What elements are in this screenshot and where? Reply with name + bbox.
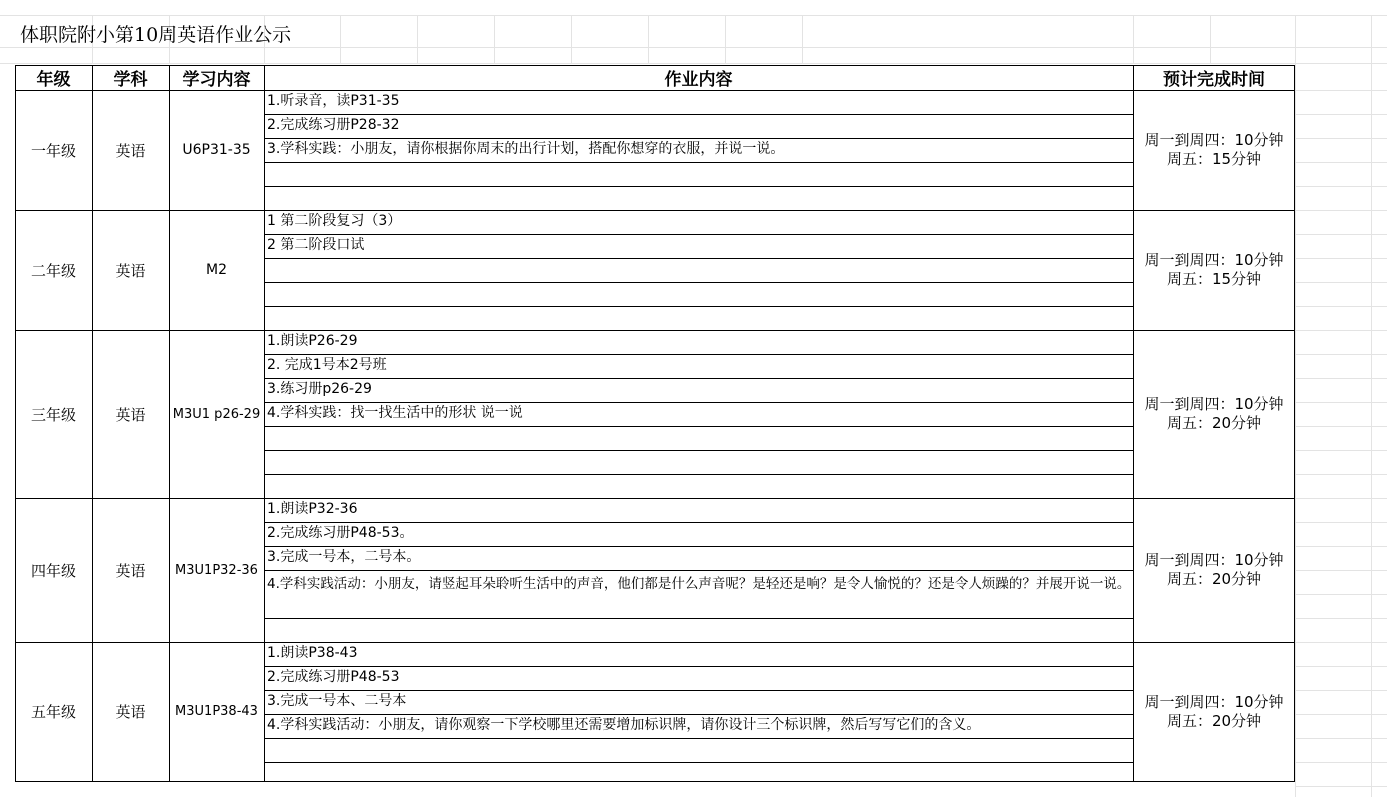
homework-cell xyxy=(264,642,1133,781)
homework-line[interactable]: 4.学科实践活动：小朋友，请竖起耳朵聆听生活中的声音，他们都是什么声音呢？是轻还是响？是令人愉悦的？还是令人烦躁的？并展开说一说。 xyxy=(267,576,1131,592)
homework-line[interactable]: 1.朗读P32-36 xyxy=(267,501,358,517)
homework-line[interactable]: 4.学科实践活动：小朋友，请你观察一下学校哪里还需要增加标识牌，请你设计三个标识牌，然后写写它们的含义。 xyxy=(267,717,981,733)
homework-line[interactable]: 1.听录音，读P31-35 xyxy=(267,93,400,109)
homework-line[interactable]: 3.完成一号本、二号本 xyxy=(267,693,407,709)
homework-line[interactable]: 3.完成一号本，二号本。 xyxy=(267,549,421,565)
time-friday: 周五：20分钟 xyxy=(1166,570,1262,588)
homework-line[interactable] xyxy=(264,763,1133,780)
estimated-time-cell[interactable] xyxy=(1133,498,1295,642)
time-weekday: 周一到周四：10分钟 xyxy=(1144,395,1284,413)
grade-cell[interactable]: 五年级 xyxy=(30,703,76,721)
sheet-title[interactable]: 体职院附小第10周英语作业公示 xyxy=(20,24,292,46)
time-weekday: 周一到周四：10分钟 xyxy=(1144,131,1284,149)
homework-line[interactable]: 2.完成练习册P48-53。 xyxy=(267,525,414,541)
time-friday: 周五：20分钟 xyxy=(1166,711,1262,730)
homework-cell xyxy=(264,330,1133,498)
header-homework-content[interactable]: 作业内容 xyxy=(664,70,733,90)
homework-cell xyxy=(264,210,1133,330)
header-grade[interactable]: 年级 xyxy=(36,70,71,90)
homework-line[interactable]: 1.朗读P26-29 xyxy=(267,333,358,349)
grade-cell[interactable]: 四年级 xyxy=(30,561,76,580)
homework-table xyxy=(15,65,1295,782)
grade-cell[interactable]: 三年级 xyxy=(30,405,76,424)
time-weekday: 周一到周四：10分钟 xyxy=(1144,251,1284,269)
header-subject[interactable]: 学科 xyxy=(113,70,148,90)
homework-line[interactable]: 1.朗读P38-43 xyxy=(267,645,358,661)
time-friday: 周五：15分钟 xyxy=(1166,270,1262,288)
time-weekday: 周一到周四：10分钟 xyxy=(1144,692,1284,711)
study-content-cell[interactable]: M3U1P32-36 xyxy=(175,562,258,578)
estimated-time-cell[interactable] xyxy=(1133,210,1295,330)
homework-line[interactable]: 4.学科实践：找一找生活中的形状 说一说 xyxy=(267,405,523,421)
subject-cell[interactable]: 英语 xyxy=(115,405,146,424)
estimated-time-cell[interactable] xyxy=(1133,642,1295,781)
header-estimated-time[interactable]: 预计完成时间 xyxy=(1163,70,1265,90)
subject-cell[interactable]: 英语 xyxy=(115,561,146,580)
homework-line[interactable]: 3.学科实践：小朋友，请你根据你周末的出行计划，搭配你想穿的衣服，并说一说。 xyxy=(267,141,785,157)
homework-line[interactable]: 2.完成练习册P28-32 xyxy=(267,117,400,133)
header-study-content[interactable]: 学习内容 xyxy=(182,70,251,90)
time-weekday: 周一到周四：10分钟 xyxy=(1144,551,1284,569)
study-content-cell[interactable]: M3U1 p26-29 xyxy=(172,406,261,422)
homework-cell xyxy=(264,90,1133,210)
study-content-cell[interactable]: U6P31-35 xyxy=(182,142,251,158)
subject-cell[interactable]: 英语 xyxy=(115,703,146,721)
subject-cell[interactable]: 英语 xyxy=(115,261,146,280)
estimated-time-cell[interactable] xyxy=(1133,90,1295,210)
grade-cell[interactable]: 一年级 xyxy=(30,141,76,160)
homework-cell xyxy=(264,498,1133,642)
time-friday: 周五：20分钟 xyxy=(1166,414,1262,432)
estimated-time-cell[interactable] xyxy=(1133,330,1295,498)
study-content-cell[interactable]: M2 xyxy=(206,262,227,278)
homework-line[interactable]: 3.练习册p26-29 xyxy=(267,381,372,397)
homework-line[interactable]: 2 第二阶段口试 xyxy=(267,237,365,253)
homework-line[interactable]: 2. 完成1号本2号班 xyxy=(267,357,387,373)
homework-line[interactable]: 1 第二阶段复习（3） xyxy=(267,213,402,229)
subject-cell[interactable]: 英语 xyxy=(115,141,146,160)
time-friday: 周五：15分钟 xyxy=(1166,150,1262,168)
homework-line[interactable]: 2.完成练习册P48-53 xyxy=(267,669,400,685)
study-content-cell[interactable]: M3U1P38-43 xyxy=(175,704,258,719)
grade-cell[interactable]: 二年级 xyxy=(30,261,76,280)
